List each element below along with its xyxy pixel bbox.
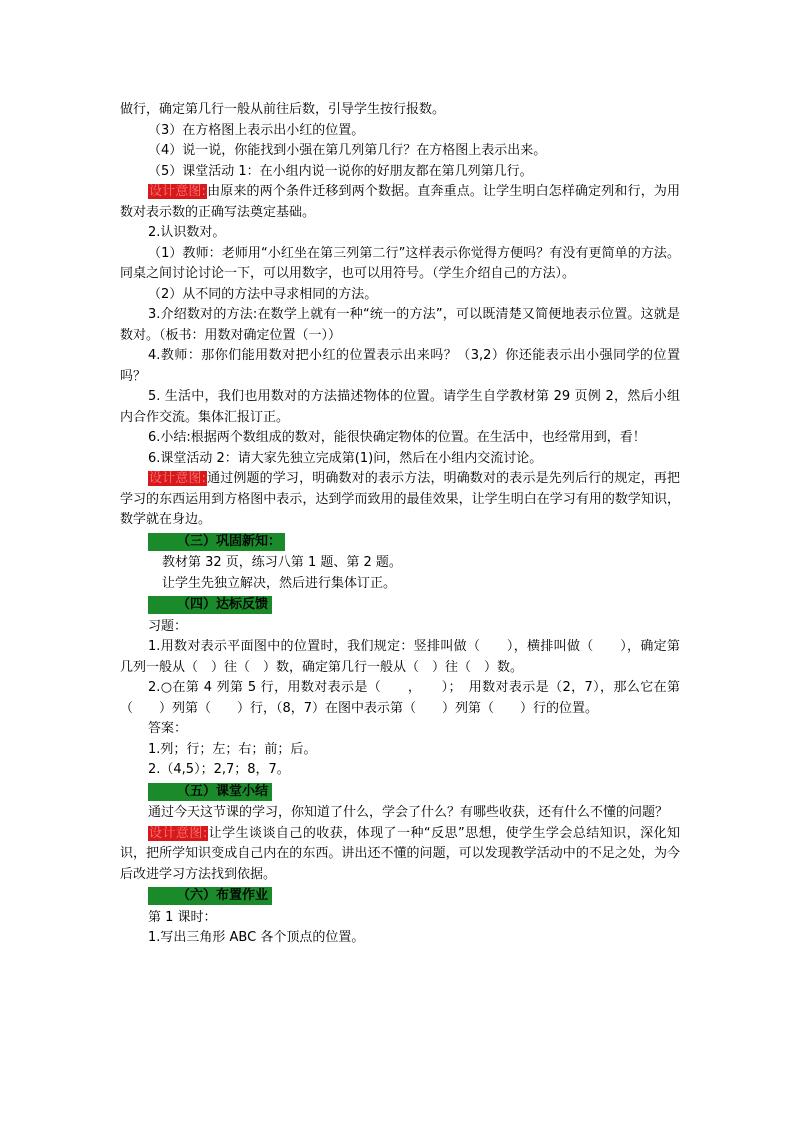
design-intent-paragraph — [120, 182, 680, 223]
section-title: （五）课堂小结 — [148, 783, 272, 801]
document-body — [120, 100, 680, 949]
exercise-question: 1.用数对表示平面图中的位置时，我们规定：竖排叫做（ ），横排叫做（ ），确定第几列一般从（ ）往（ ）数，确定第几行一般从（ ）往（ ）数。 — [120, 639, 680, 675]
paragraph: （1）教师：老师用“小红坐在第三列第二行”这样表示你觉得方便吗？有没有更简单的方法。同桌之间讨论讨论一下，可以用数字，也可以用符号。（学生介绍自己的方法）。 — [120, 245, 680, 281]
paragraph: 做行，确定第几行一般从前往后数，引导学生按行报数。 — [120, 102, 446, 117]
design-intent-tag: 设计意图: — [149, 184, 206, 199]
paragraph: 通过今天这节课的学习，你知道了什么，学会了什么？有哪些收获，还有什么不懂的问题？ — [148, 805, 669, 820]
section-heading-3 — [120, 532, 680, 553]
paragraph: 3.介绍数对的方法:在数学上就有一种“统一的方法”，可以既清楚又简便地表示位置。这就是数对。（板书：用数对确定位置（一）） — [120, 307, 680, 343]
paragraph: （5）课堂活动 1：在小组内说一说你的好朋友都在第几列第几行。 — [148, 163, 533, 179]
design-intent-paragraph — [120, 824, 680, 886]
design-intent-text: 由原来的两个条件迁移到两个数据。直奔重点。让学生明白怎样确定列和行，为用数对表示数的正确写法奠定基础。 — [120, 184, 680, 220]
section-title: （三）巩固新知： — [148, 533, 285, 551]
paragraph: （2）从不同的方法中寻求相同的方法。 — [148, 286, 378, 302]
exercise-question: 2.○在第 4 列第 5 行，用数对表示是（ ， ）； 用数对表示是（2，7），那么它在第（ ）列第（ ）行，（8，7）在图中表示第（ ）列第（ ）行的位置。 — [120, 680, 680, 716]
section-heading-6 — [120, 886, 680, 907]
answer-line: 1.列；行；左；右；前；后。 — [148, 741, 317, 757]
section-title: （六）布置作业 — [148, 887, 272, 905]
design-intent-paragraph — [120, 469, 680, 531]
design-intent-tag: 设计意图: — [149, 471, 206, 486]
paragraph: 2.认识数对。 — [148, 225, 226, 240]
design-intent-text: 让学生谈谈自己的收获，体现了一种“反思”思想，使学生学会总结知识，深化知识，把所学知识变成自己内在的东西。讲出还不懂的问题，可以发现教学活动中的不足之处，为今后改进学习方法找到依据。 — [120, 825, 680, 882]
paragraph: 习题： — [148, 618, 188, 634]
paragraph: 1.写出三角形 ABC 各个顶点的位置。 — [148, 930, 365, 945]
paragraph: （3）在方格图上表示出小红的位置。 — [148, 122, 365, 138]
paragraph: 6.课堂活动 2：请大家先独立完成第(1)问，然后在小组内交流讨论。 — [148, 450, 543, 466]
design-intent-tag: 设计意图: — [149, 825, 208, 841]
paragraph: 答案： — [148, 721, 188, 736]
paragraph: 4.教师：那你们能用数对把小红的位置表示出来吗？（3,2）你还能表示出小强同学的位置吗？ — [120, 348, 680, 384]
paragraph: （4）说一说，你能找到小强在第几列第几行？在方格图上表示出来。 — [148, 143, 547, 158]
design-intent-text: 通过例题的学习，明确数对的表示方法，明确数对的表示是先列后行的规定，再把学习的东西运用到方格图中表示，达到学而致用的最佳效果，让学生明白在学习有用的数学知识，数学就在身边。 — [120, 471, 680, 527]
paragraph: 5. 生活中，我们也用数对的方法描述物体的位置。请学生自学教材第 29 页例 2，然后小组内合作交流。集体汇报订正。 — [120, 389, 680, 425]
section-title: （四）达标反馈 — [148, 596, 272, 614]
section-heading-5 — [120, 782, 680, 803]
answer-line: 2.（4,5）；2,7；8，7。 — [148, 762, 290, 777]
paragraph: 教材第 32 页，练习八第 1 题、第 2 题。 — [162, 555, 402, 570]
paragraph: 让学生先独立解决，然后进行集体订正。 — [162, 575, 397, 591]
section-heading-4 — [120, 595, 680, 616]
paragraph: 6.小结:根据两个数组成的数对，能很快确定物体的位置。在生活中，也经常用到，看！ — [148, 430, 646, 445]
paragraph: 第 1 课时： — [148, 909, 217, 925]
